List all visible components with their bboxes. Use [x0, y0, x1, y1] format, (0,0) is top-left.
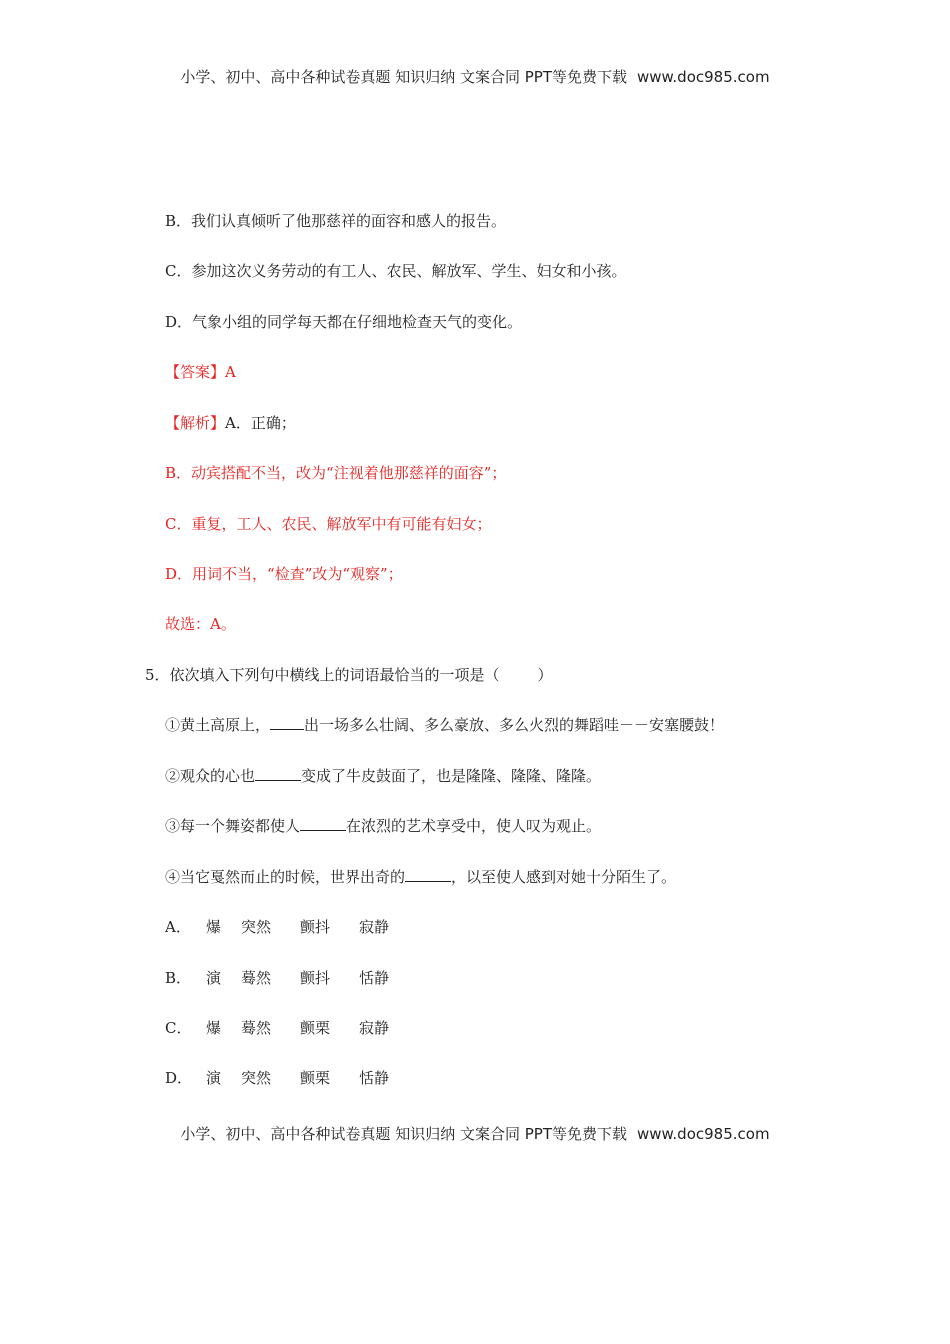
analysis-label: 【解析】 — [165, 414, 226, 432]
question5-stem — [145, 665, 553, 685]
choice-a[interactable] — [165, 917, 418, 937]
sentence-1 — [165, 715, 724, 735]
header-text: 小学、初中、高中各种试卷真题 知识归纳 文案合同 PPT等免费下载 — [180, 68, 627, 86]
analysis-b: B．动宾搭配不当，改为“注视着他那慈祥的面容”； — [165, 464, 507, 482]
question5-stem-text: 5．依次填入下列句中横线上的词语最恰当的一项是（ — [145, 666, 500, 684]
sentence-4-post: ，以至使人感到对她十分陌生了。 — [451, 868, 677, 886]
choice-word: 恬静 — [359, 1069, 390, 1087]
header-site-link[interactable]: www.doc985.com — [636, 68, 770, 86]
sentence-4 — [165, 867, 676, 887]
sentence-3-pre: ③每一个舞姿都使人 — [165, 817, 301, 835]
choice-word: 恬静 — [359, 969, 390, 987]
sentence-3-post: 在浓烈的艺术享受中，使人叹为观止。 — [346, 817, 602, 835]
choice-word: 突然 — [241, 918, 272, 936]
blank-1[interactable] — [270, 715, 304, 730]
choice-word: 颤抖 — [300, 969, 331, 987]
choice-word: 突然 — [241, 1069, 272, 1087]
option-c: C．参加这次义务劳动的有工人、农民、解放军、学生、妇女和小孩。 — [165, 262, 627, 280]
choice-word: 爆 — [206, 918, 222, 936]
choice-word: 爆 — [206, 1019, 222, 1037]
sentence-1-post: 出一场多么壮阔、多么豪放、多么火烈的舞蹈哇－－安塞腰鼓！ — [304, 716, 725, 734]
footer-text: 小学、初中、高中各种试卷真题 知识归纳 文案合同 PPT等免费下载 — [180, 1125, 627, 1143]
analysis-d: D．用词不当，“检查”改为“观察”； — [165, 565, 403, 583]
choice-word: 颤栗 — [300, 1019, 331, 1037]
choice-word: 寂静 — [359, 1019, 390, 1037]
option-b: B．我们认真倾听了他那慈祥的面容和感人的报告。 — [165, 212, 507, 230]
choice-b[interactable] — [165, 968, 418, 988]
page-footer — [0, 1123, 950, 1144]
blank-3[interactable] — [300, 816, 346, 831]
analysis-a: A．正确； — [225, 414, 296, 432]
choice-d[interactable] — [165, 1068, 418, 1088]
choice-word: 演 — [206, 969, 222, 987]
sentence-1-pre: ①黄土高原上， — [165, 716, 271, 734]
sentence-2-pre: ②观众的心也 — [165, 767, 256, 785]
choice-label: D． — [165, 1069, 193, 1087]
sentence-2-post: 变成了牛皮鼓面了，也是隆隆、隆隆、隆隆。 — [301, 767, 602, 785]
choice-label: A． — [165, 918, 191, 936]
analysis-line — [165, 413, 296, 433]
analysis-c: C．重复，工人、农民、解放军中有可能有妇女； — [165, 515, 492, 533]
page-header — [0, 66, 950, 87]
sentence-4-pre: ④当它戛然而止的时候，世界出奇的 — [165, 868, 406, 886]
choice-label: B． — [165, 969, 192, 987]
choice-word: 演 — [206, 1069, 222, 1087]
choice-word: 颤栗 — [300, 1069, 331, 1087]
choice-c[interactable] — [165, 1018, 418, 1038]
option-d: D．气象小组的同学每天都在仔细地检查天气的变化。 — [165, 313, 523, 331]
conclusion: 故选：A。 — [165, 615, 236, 633]
answer-line: 【答案】A — [165, 363, 236, 381]
sentence-3 — [165, 816, 601, 836]
blank-2[interactable] — [255, 766, 301, 781]
choice-word: 颤抖 — [300, 918, 331, 936]
choice-word: 蓦然 — [241, 969, 272, 987]
choice-word: 寂静 — [359, 918, 390, 936]
blank-4[interactable] — [405, 867, 451, 882]
question5-stem-close: ） — [537, 666, 553, 684]
choice-word: 蓦然 — [241, 1019, 272, 1037]
footer-site-link[interactable]: www.doc985.com — [636, 1125, 770, 1143]
sentence-2 — [165, 766, 601, 786]
choice-label: C． — [165, 1019, 192, 1037]
